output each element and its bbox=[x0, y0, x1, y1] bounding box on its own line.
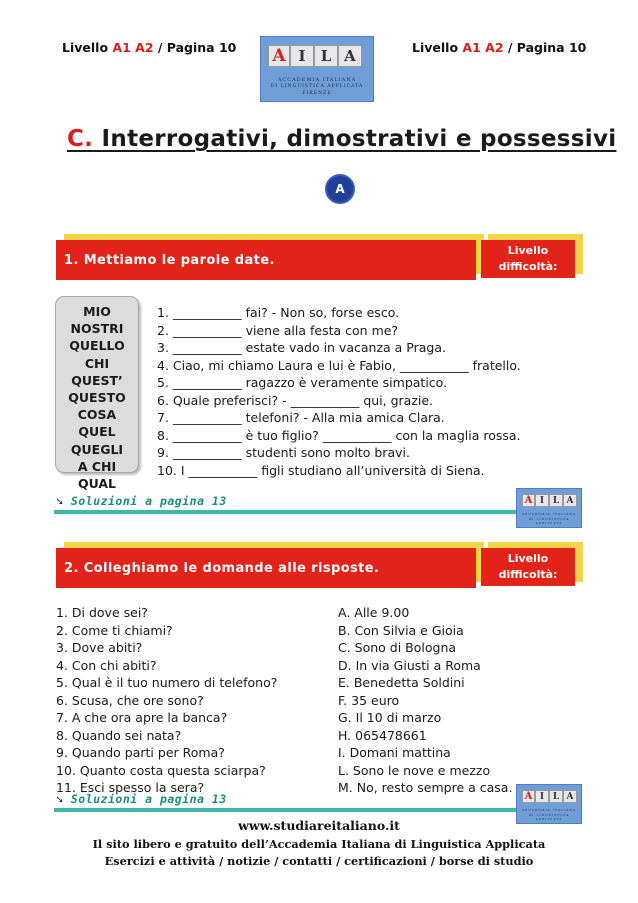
exercise-line: 5. ___________ ragazzo è veramente simpatico. bbox=[157, 375, 448, 390]
word-item: A CHI bbox=[77, 458, 117, 474]
answers-list bbox=[338, 604, 512, 797]
word-item: QUAL bbox=[77, 476, 117, 492]
aila-logo-small: A I L A ACCADEMIA ITALIANA DI LINGUISTICA APPLICATA bbox=[516, 488, 582, 528]
answer-item: H. 065478661 bbox=[338, 727, 427, 743]
section1-level-box: Livello difficoltà: ● basso bbox=[481, 240, 575, 278]
section2-banner: 2. Colleghiamo le domande alle risposte. bbox=[56, 548, 476, 588]
exercise-line: 8. ___________ è tuo figlio? ___________ con la maglia rossa. bbox=[157, 427, 521, 443]
solutions-link[interactable]: ➘ Soluzioni a pagina 13 bbox=[56, 494, 227, 508]
word-item: QUESTO bbox=[68, 390, 126, 406]
question-item: 2. Come ti chiami? bbox=[56, 622, 173, 638]
answer-item: G. Il 10 di marzo bbox=[338, 710, 442, 725]
arrow-down-right-icon: ➘ bbox=[56, 792, 64, 806]
exercise-line: 6. Quale preferisci? - ___________ qui, grazie. bbox=[157, 392, 434, 408]
answer-item: B. Con Silvia e Gioia bbox=[338, 622, 464, 638]
word-item: QUELLO bbox=[69, 338, 125, 354]
answer-item: E. Benedetta Soldini bbox=[338, 675, 465, 690]
exercise-line: 1. ___________ fai? - Non so, forse esco. bbox=[157, 305, 400, 320]
word-bank bbox=[55, 296, 139, 492]
exercise-line: 4. Ciao, mi chiamo Laura e lui è Fabio, ___________ fratello. bbox=[157, 357, 521, 373]
question-item: 9. Quando parti per Roma? bbox=[56, 745, 225, 760]
answer-item: F. 35 euro bbox=[338, 692, 400, 708]
question-item: 5. Qual è il tuo numero di telefono? bbox=[56, 675, 278, 690]
question-item: 3. Dove abiti? bbox=[56, 640, 143, 655]
question-item: 4. Con chi abiti? bbox=[56, 657, 157, 673]
word-item: QUEGLI bbox=[70, 441, 124, 457]
word-item: NOSTRI bbox=[70, 321, 124, 337]
footer-text: Il sito libero e gratuito dell’Accademia Italiana di Linguistica Applicata Esercizi e attività / notizie / contatti / certificazioni / borse di studio bbox=[92, 837, 546, 868]
section2-level-box: Livello difficoltà: ●● medio bbox=[481, 548, 575, 586]
word-item: MIO bbox=[83, 304, 111, 319]
exercise-line: 7. ___________ telefoni? - Alla mia amica Clara. bbox=[157, 410, 445, 425]
arrow-down-right-icon: ➘ bbox=[56, 494, 64, 508]
answer-item: L. Sono le nove e mezzo bbox=[338, 762, 491, 778]
word-item: QUEL bbox=[78, 424, 116, 440]
question-item: 1. Di dove sei? bbox=[56, 605, 148, 620]
solutions-bar bbox=[54, 510, 522, 514]
word-item: COSA bbox=[77, 407, 117, 423]
aila-logo: A I L A ACCADEMIA ITALIANA DI LINGUISTICA APPLICATA FIRENZE bbox=[260, 36, 374, 102]
question-item: 8. Quando sei nata? bbox=[56, 727, 182, 743]
footer-url-link[interactable]: www.studiareitaliano.it bbox=[238, 818, 400, 833]
exercise1-list bbox=[157, 304, 521, 479]
word-item: QUEST’ bbox=[71, 372, 123, 388]
solutions-bar bbox=[54, 808, 522, 812]
question-item: 11. Esci spesso la sera? bbox=[56, 780, 205, 795]
section1-banner: 1. Mettiamo le parole date. bbox=[56, 240, 476, 280]
page-header-left: Livello A1 A2 / Pagina 10 bbox=[62, 40, 237, 55]
answer-item: C. Sono di Bologna bbox=[338, 640, 457, 655]
page-title: C. Interrogativi, dimostrativi e possessivi bbox=[67, 126, 617, 152]
logo-letters: A I L A bbox=[268, 45, 362, 67]
exercise-line: 3. ___________ estate vado in vacanza a Praga. bbox=[157, 340, 446, 355]
solutions-link[interactable]: ➘ Soluzioni a pagina 13 bbox=[56, 792, 227, 806]
exercise-line: 10. I ___________ figli studiano all’università di Siena. bbox=[157, 462, 485, 478]
answer-item: A. Alle 9.00 bbox=[338, 605, 410, 620]
exercise-line: 9. ___________ studenti sono molto bravi. bbox=[157, 445, 410, 460]
question-item: 6. Scusa, che ore sono? bbox=[56, 692, 204, 708]
word-item: CHI bbox=[84, 355, 110, 371]
answer-item: M. No, resto sempre a casa. bbox=[338, 780, 513, 795]
aila-logo-small: A I L A ACCADEMIA ITALIANA DI LINGUISTICA APPLICATA bbox=[516, 784, 582, 824]
answer-item: I. Domani mattina bbox=[338, 745, 451, 760]
exercise-line: 2. ___________ viene alla festa con me? bbox=[157, 322, 399, 338]
page-header-right: Livello A1 A2 / Pagina 10 bbox=[412, 40, 587, 55]
eu-stars-emblem-icon: A bbox=[325, 174, 355, 204]
question-item: 10. Quanto costa questa sciarpa? bbox=[56, 762, 266, 778]
answer-item: D. In via Giusti a Roma bbox=[338, 657, 481, 673]
question-item: 7. A che ora apre la banca? bbox=[56, 710, 228, 725]
questions-list bbox=[56, 604, 277, 797]
